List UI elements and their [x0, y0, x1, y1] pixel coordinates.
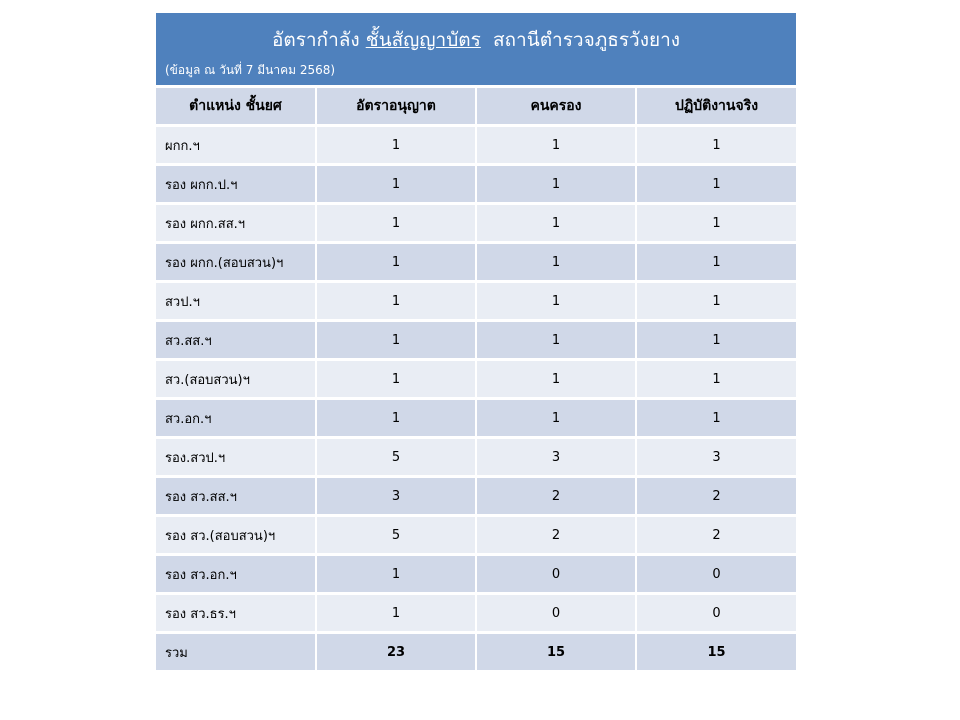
table-row [156, 477, 796, 516]
cell-position: รอง สว.สส.ฯ [156, 477, 316, 516]
cell-position: รอง สว.อก.ฯ [156, 555, 316, 594]
table-title [156, 25, 796, 55]
cell-authorized: 1 [316, 360, 476, 399]
cell-authorized: 5 [316, 516, 476, 555]
cell-actual: 0 [636, 594, 796, 633]
cell-actual: 3 [636, 438, 796, 477]
cell-actual: 1 [636, 243, 796, 282]
table-row [156, 399, 796, 438]
table-row [156, 360, 796, 399]
header-actual: ปฏิบัติงานจริง [636, 88, 796, 126]
cell-occupied: 1 [476, 165, 636, 204]
cell-position: สวป.ฯ [156, 282, 316, 321]
total-row [156, 633, 796, 672]
cell-actual: 1 [636, 360, 796, 399]
table-row [156, 165, 796, 204]
cell-occupied: 1 [476, 282, 636, 321]
table-subtitle: (ข้อมูล ณ วันที่ 7 มีนาคม 2568) [165, 63, 336, 77]
cell-authorized: 1 [316, 399, 476, 438]
cell-occupied: 3 [476, 438, 636, 477]
cell-actual: 15 [636, 633, 796, 672]
cell-occupied: 1 [476, 126, 636, 165]
table-row [156, 594, 796, 633]
title-bar [156, 13, 796, 85]
cell-occupied: 1 [476, 321, 636, 360]
table-body [156, 126, 796, 672]
table-row [156, 555, 796, 594]
table-row [156, 126, 796, 165]
cell-position: รวม [156, 633, 316, 672]
cell-occupied: 15 [476, 633, 636, 672]
cell-position: สว.(สอบสวน)ฯ [156, 360, 316, 399]
cell-authorized: 3 [316, 477, 476, 516]
header-row [156, 88, 796, 126]
cell-actual: 1 [636, 282, 796, 321]
header-position: ตำแหน่ง ชั้นยศ [156, 88, 316, 126]
cell-position: รอง สว.(สอบสวน)ฯ [156, 516, 316, 555]
cell-authorized: 1 [316, 243, 476, 282]
table-row [156, 243, 796, 282]
cell-occupied: 1 [476, 204, 636, 243]
cell-position: รอง ผกก.(สอบสวน)ฯ [156, 243, 316, 282]
cell-actual: 2 [636, 516, 796, 555]
cell-occupied: 1 [476, 243, 636, 282]
cell-position: สว.อก.ฯ [156, 399, 316, 438]
cell-occupied: 2 [476, 516, 636, 555]
cell-position: รอง สว.ธร.ฯ [156, 594, 316, 633]
cell-actual: 2 [636, 477, 796, 516]
cell-authorized: 1 [316, 321, 476, 360]
title-underlined: ชั้นสัญญาบัตร [365, 29, 481, 51]
cell-position: รอง ผกก.ป.ฯ [156, 165, 316, 204]
cell-authorized: 1 [316, 204, 476, 243]
cell-authorized: 1 [316, 555, 476, 594]
cell-position: สว.สส.ฯ [156, 321, 316, 360]
header-authorized: อัตราอนุญาต [316, 88, 476, 126]
cell-authorized: 1 [316, 282, 476, 321]
table-row [156, 204, 796, 243]
cell-occupied: 0 [476, 594, 636, 633]
table-row [156, 321, 796, 360]
table-row [156, 282, 796, 321]
cell-position: รอง.สวป.ฯ [156, 438, 316, 477]
cell-authorized: 1 [316, 594, 476, 633]
header-occupied: คนครอง [476, 88, 636, 126]
cell-actual: 1 [636, 399, 796, 438]
cell-position: รอง ผกก.สส.ฯ [156, 204, 316, 243]
cell-occupied: 1 [476, 360, 636, 399]
cell-authorized: 23 [316, 633, 476, 672]
cell-actual: 0 [636, 555, 796, 594]
cell-actual: 1 [636, 321, 796, 360]
cell-actual: 1 [636, 126, 796, 165]
cell-position: ผกก.ฯ [156, 126, 316, 165]
cell-actual: 1 [636, 204, 796, 243]
title-prefix: อัตรากำลัง [271, 29, 360, 51]
manpower-table-container [156, 13, 796, 673]
cell-actual: 1 [636, 165, 796, 204]
table-row [156, 438, 796, 477]
cell-occupied: 1 [476, 399, 636, 438]
cell-occupied: 2 [476, 477, 636, 516]
cell-authorized: 5 [316, 438, 476, 477]
cell-authorized: 1 [316, 126, 476, 165]
cell-occupied: 0 [476, 555, 636, 594]
table-row [156, 516, 796, 555]
title-suffix: สถานีตำรวจภูธรวังยาง [492, 29, 681, 51]
manpower-table [156, 88, 796, 673]
cell-authorized: 1 [316, 165, 476, 204]
